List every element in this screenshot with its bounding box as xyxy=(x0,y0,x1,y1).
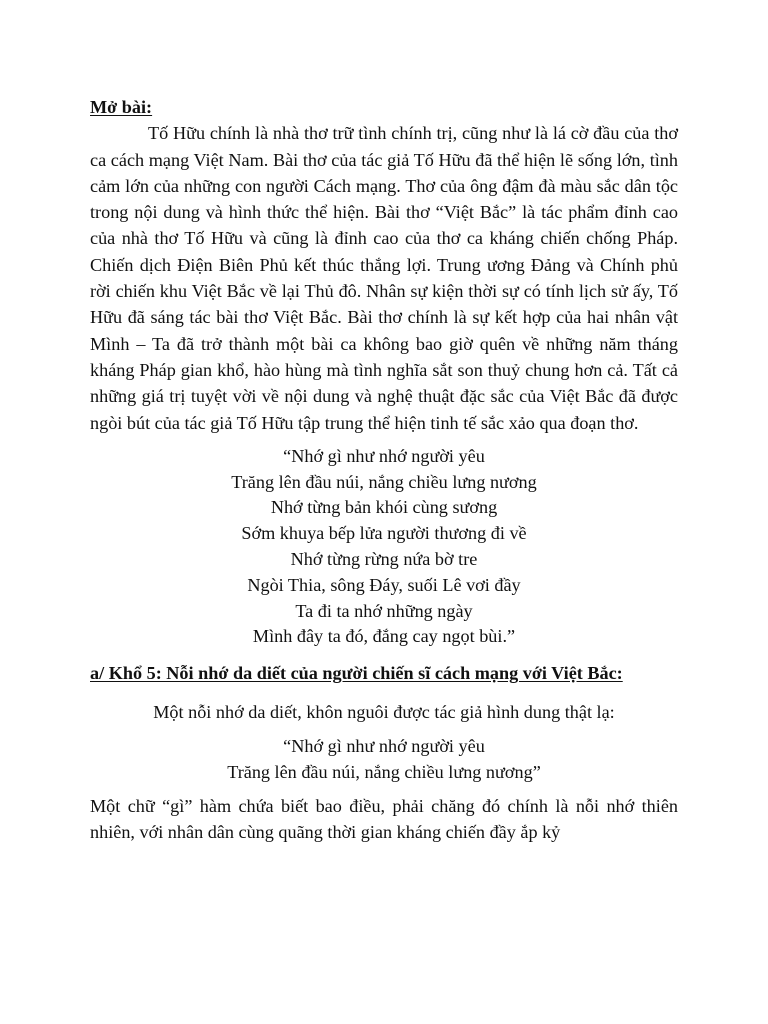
poem-block xyxy=(90,444,678,650)
closing-paragraph: Một chữ “gì” hàm chứa biết bao điều, phải chăng đó chính là nỗi nhớ thiên nhiên, với nhân dân cùng quãng thời gian kháng chiến đầy ắp kỷ xyxy=(90,795,678,843)
poem-line: Ta đi ta nhớ những ngày xyxy=(295,600,473,621)
document-page xyxy=(90,94,678,845)
quote-line: Trăng lên đầu núi, nắng chiều lưng nương” xyxy=(227,761,541,782)
poem-line: Trăng lên đầu núi, nắng chiều lưng nương xyxy=(231,471,537,492)
intro-paragraph: Tố Hữu chính là nhà thơ trữ tình chính trị, cũng như là lá cờ đầu của thơ ca cách mạng Việt Nam. Bài thơ của tác giả Tố Hữu đã thể hiện lẽ sống lớn, tình cảm lớn của những con người Cách mạng. Thơ của ông đậm đà màu sắc dân tộc trong nội dung và hình thức thể hiện. Bài thơ “Việt Bắc” là tác phẩm đỉnh cao của nhà thơ Tố Hữu và cũng là đỉnh cao của thơ ca kháng chiến chống Pháp. Chiến dịch Điện Biên Phủ kết thúc thắng lợi. Trung ương Đảng và Chính phủ rời chiến khu Việt Bắc về lại Thủ đô. Nhân sự kiện thời sự có tính lịch sử ấy, Tố Hữu đã sáng tác bài thơ Việt Bắc. Bài thơ chính là sự kết hợp của hai nhân vật Mình – Ta đã trở thành một bài ca không bao giờ quên về những năm tháng kháng Pháp gian khổ, hào hùng mà tình nghĩa sắt son thuỷ chung hơn cả. Tất cả những giá trị tuyệt vời về nội dung và nghệ thuật đặc sắc của Việt Bắc đã được ngòi bút của tác giả Tố Hữu tập trung thể hiện tinh tế sắc xảo qua đoạn thơ. xyxy=(90,123,678,433)
intro-heading: Mở bài: xyxy=(90,97,153,117)
poem-line: Nhớ từng rừng nứa bờ tre xyxy=(290,549,478,570)
poem-line: Nhớ từng bản khói cùng sương xyxy=(270,497,498,518)
poem-line: Ngòi Thia, sông Đáy, suối Lê vơi đầy xyxy=(247,574,521,595)
section-heading: a/ Khổ 5: Nỗi nhớ da diết của người chiến sĩ cách mạng với Việt Bắc: xyxy=(90,663,623,684)
quote-block xyxy=(90,733,678,785)
quote-line: “Nhớ gì như nhớ người yêu xyxy=(283,735,485,756)
poem-line: “Nhớ gì như nhớ người yêu xyxy=(283,445,485,466)
poem-line: Sớm khuya bếp lửa người thương đi về xyxy=(241,523,527,544)
poem-line: Mình đây ta đó, đắng cay ngọt bùi.” xyxy=(252,626,516,647)
section-intro: Một nỗi nhớ da diết, khôn nguôi được tác giả hình dung thật lạ: xyxy=(153,701,615,722)
